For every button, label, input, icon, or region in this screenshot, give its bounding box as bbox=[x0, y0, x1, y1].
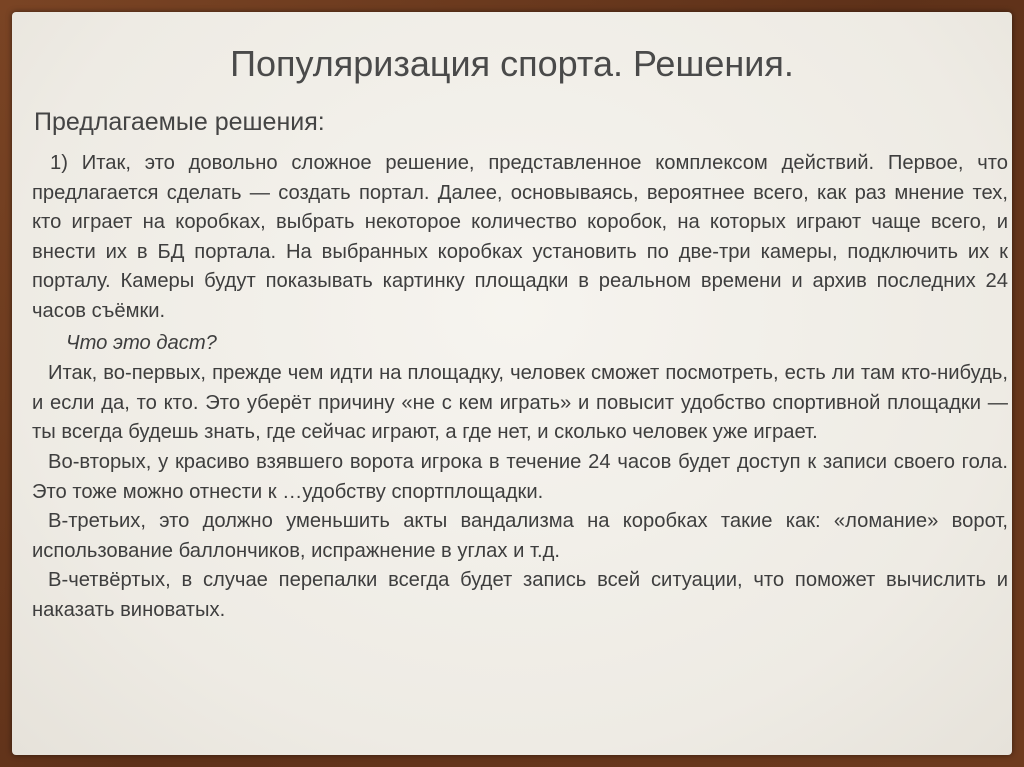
paragraph-thirdly: В-третьих, это должно уменьшить акты вандализма на коробках такие как: «ломание» ворот, использование баллончиков, испражнение в углах и т.д. bbox=[32, 510, 1008, 562]
paragraph-fourthly: В-четвёртых, в случае перепалки всегда будет запись всей ситуации, что поможет вычислить и наказать виноватых. bbox=[32, 569, 1008, 621]
paragraph-solution: 1) Итак, это довольно сложное решение, представленное комплексом действий. Первое, что предлагается сделать — создать портал. Далее, основываясь, вероятнее всего, как раз мнение тех, кто играет на коробках, выбрать некоторое количество коробок, на которых играют чаще всего, и внести их в БД портала. На выбранных коробках установить по две-три камеры, подключить их к порталу. Камеры будут показывать картинку площадки в реальном времени и архив последних 24 часов съёмки. bbox=[32, 152, 1008, 322]
slide-body bbox=[32, 149, 1008, 626]
paragraph-firstly: Итак, во-первых, прежде чем идти на площадку, человек сможет посмотреть, есть ли там кто-нибудь, и если да, то кто. Это уберёт причину «не с кем играть» и повысит удобство спортивной площадки — ты всегда будешь знать, где сейчас играют, а где нет, и сколько человек уже играет. bbox=[32, 362, 1008, 444]
slide-title: Популяризация спорта. Решения. bbox=[230, 43, 794, 84]
slide bbox=[12, 12, 1012, 755]
paragraph-question: Что это даст? bbox=[66, 331, 217, 354]
paragraph-secondly: Во-вторых, у красиво взявшего ворота игрока в течение 24 часов будет доступ к записи своего гола. Это тоже можно отнести к …удобству спортплощадки. bbox=[32, 450, 1008, 503]
slide-subtitle: Предлагаемые решения: bbox=[34, 108, 325, 136]
